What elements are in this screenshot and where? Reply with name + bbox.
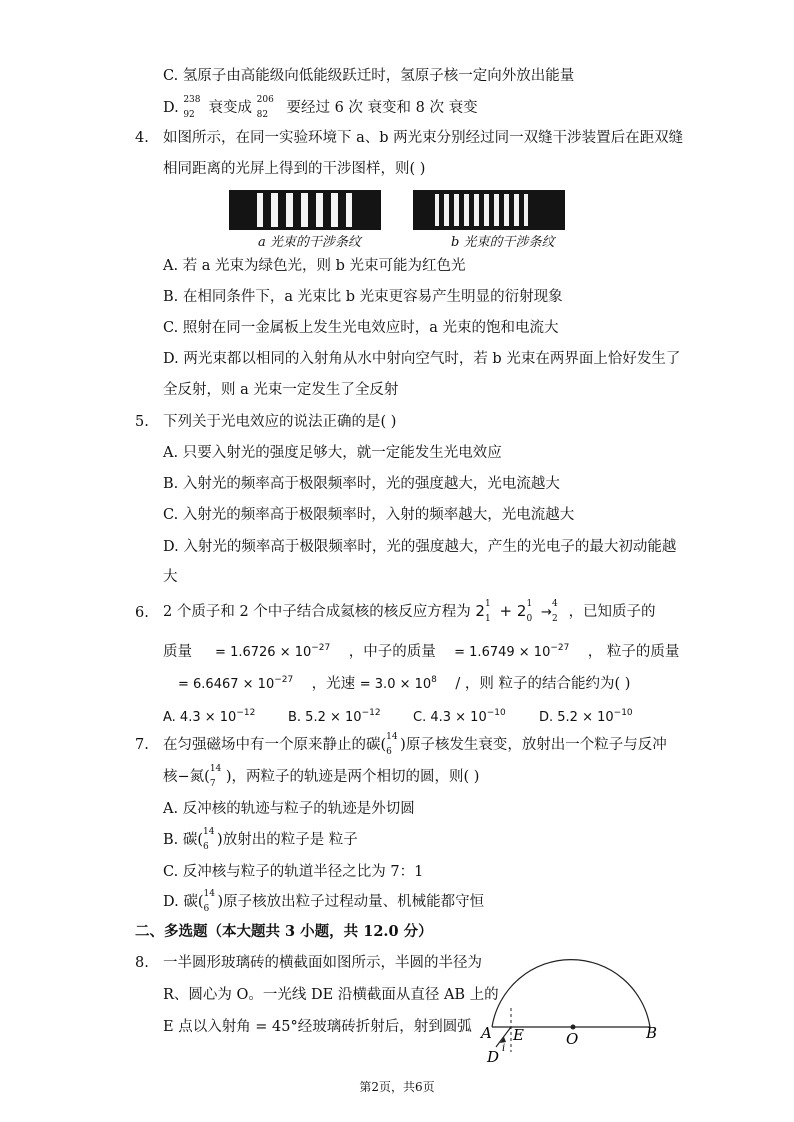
q8-stem-line3: E 点以入射角 = 45°经玻璃砖折射后，射到圆弧 bbox=[163, 1019, 472, 1035]
q6-option-b: B. $5.2 \times 10^{-12}$ bbox=[288, 708, 381, 725]
label-d: D bbox=[487, 1048, 500, 1066]
q4-option-c: C. 照射在同一金属板上发生光电效应时，a 光束的饱和电流大 bbox=[163, 320, 559, 336]
q5-option-d-line1: D. 入射光的频率高于极限频率时，光的强度越大，产生的光电子的最大初动能越 bbox=[163, 539, 677, 555]
q6-number: 6. bbox=[135, 605, 149, 621]
q8-stem-line1: 一半圆形玻璃砖的横截面如图所示，半圆的半径为 bbox=[163, 955, 482, 971]
fringe-pattern-b bbox=[413, 190, 565, 230]
semicircle-figure bbox=[478, 930, 668, 1070]
q4-stem-line1: 如图所示，在同一实验环境下 a、b 两光束分别经过同一双缝干涉装置后在距双缝 bbox=[163, 130, 684, 146]
q6-option-a: A. $4.3 \times 10^{-12}$ bbox=[163, 708, 256, 725]
q6-option-d: D. $5.2 \times 10^{-10}$ bbox=[539, 708, 633, 725]
q4-number: 4. bbox=[135, 130, 149, 146]
q5-number: 5. bbox=[135, 414, 149, 430]
label-i: i bbox=[502, 1043, 506, 1054]
q4-stem-line2: 相同距离的光屏上得到的干涉图样，则( ) bbox=[163, 161, 426, 177]
q3-option-c: C. 氢原子由高能级向低能级跃迁时，氢原子核一定向外放出能量 bbox=[163, 68, 575, 84]
fringe-pattern-a bbox=[229, 190, 381, 230]
q4-option-d-line1: D. 两光束都以相同的入射角从水中射向空气时，若 b 光束在两界面上恰好发生了 bbox=[163, 351, 681, 367]
q5-option-b: B. 入射光的频率高于极限频率时，光的强度越大，光电流越大 bbox=[163, 476, 560, 492]
q7-stem-line1: 在匀强磁场中有一个原来静止的碳( 14 6 )原子核发生衰变，放射出一个粒子与反冲 bbox=[163, 732, 667, 757]
q8-number: 8. bbox=[135, 955, 149, 971]
q7-number: 7. bbox=[135, 737, 149, 753]
caption-b: b 光束的干涉条纹 bbox=[451, 235, 555, 250]
q7-option-a: A. 反冲核的轨迹与粒子的轨迹是外切圆 bbox=[163, 801, 415, 817]
q5-option-d-line2: 大 bbox=[163, 569, 178, 585]
q3-option-d: D. 238 92 衰变成 206 82 要经过 6 次 衰变和 8 次 衰变 bbox=[163, 95, 478, 120]
isotope-pb: 206 82 bbox=[256, 95, 274, 120]
q7-option-d: D. 碳( 14 6 )原子核放出粒子过程动量、机械能都守恒 bbox=[163, 889, 485, 914]
label-b: B bbox=[646, 1024, 658, 1042]
q4-option-b: B. 在相同条件下，a 光束比 b 光束更容易产生明显的衍射现象 bbox=[163, 289, 563, 305]
label-e: E bbox=[513, 1026, 524, 1044]
q5-option-c: C. 入射光的频率高于极限频率时，入射的频率越大，光电流越大 bbox=[163, 507, 575, 523]
q6-stem-line1: 2 个质子和 2 个中子结合成氦核的核反应方程为 2 1 1 + 2 1 0 → 4 2 ，已知质子的 bbox=[163, 599, 656, 624]
isotope-u: 238 92 bbox=[183, 95, 201, 120]
label-o: O bbox=[566, 1030, 579, 1048]
q4-option-d-line2: 全反射，则 a 光束一定发生了全反射 bbox=[163, 382, 399, 398]
q7-option-c: C. 反冲核与粒子的轨道半径之比为 7：1 bbox=[163, 864, 424, 880]
q7-option-b: B. 碳( 14 6 )放射出的粒子是 粒子 bbox=[163, 827, 358, 852]
section-title-multiple-choice: 二、多选题（本大题共 3 小题，共 12.0 分） bbox=[135, 923, 433, 940]
q7-stem-line2: 核−氮( 14 7 )，两粒子的轨迹是两个相切的圆，则( ) bbox=[163, 764, 480, 789]
page-footer: 第2页，共6页 bbox=[359, 1080, 435, 1094]
label-a: A bbox=[481, 1024, 492, 1042]
q6-stem-line2: 质量 = $1.6726 \times 10^{-27}$ ，中子的质量 = $1.6749 \times 10^{-27}$ ， 粒子的质量 bbox=[163, 643, 680, 660]
q5-option-a: A. 只要入射光的强度足够大，就一定能发生光电效应 bbox=[163, 445, 502, 461]
q6-option-c: C. $4.3 \times 10^{-10}$ bbox=[413, 708, 506, 725]
q8-stem-line2: R、圆心为 O。一光线 DE 沿横截面从直径 AB 上的 bbox=[163, 987, 499, 1003]
q5-stem: 下列关于光电效应的说法正确的是( ) bbox=[163, 414, 397, 430]
q6-stem-line3: = $6.6467 \times 10^{-27}$ ，光速 = $3.0 \times 10^8$ / ，则 粒子的结合能约为( ) bbox=[178, 675, 631, 692]
q4-option-a: A. 若 a 光束为绿色光，则 b 光束可能为红色光 bbox=[163, 258, 466, 274]
caption-a: a 光束的干涉条纹 bbox=[258, 235, 361, 250]
